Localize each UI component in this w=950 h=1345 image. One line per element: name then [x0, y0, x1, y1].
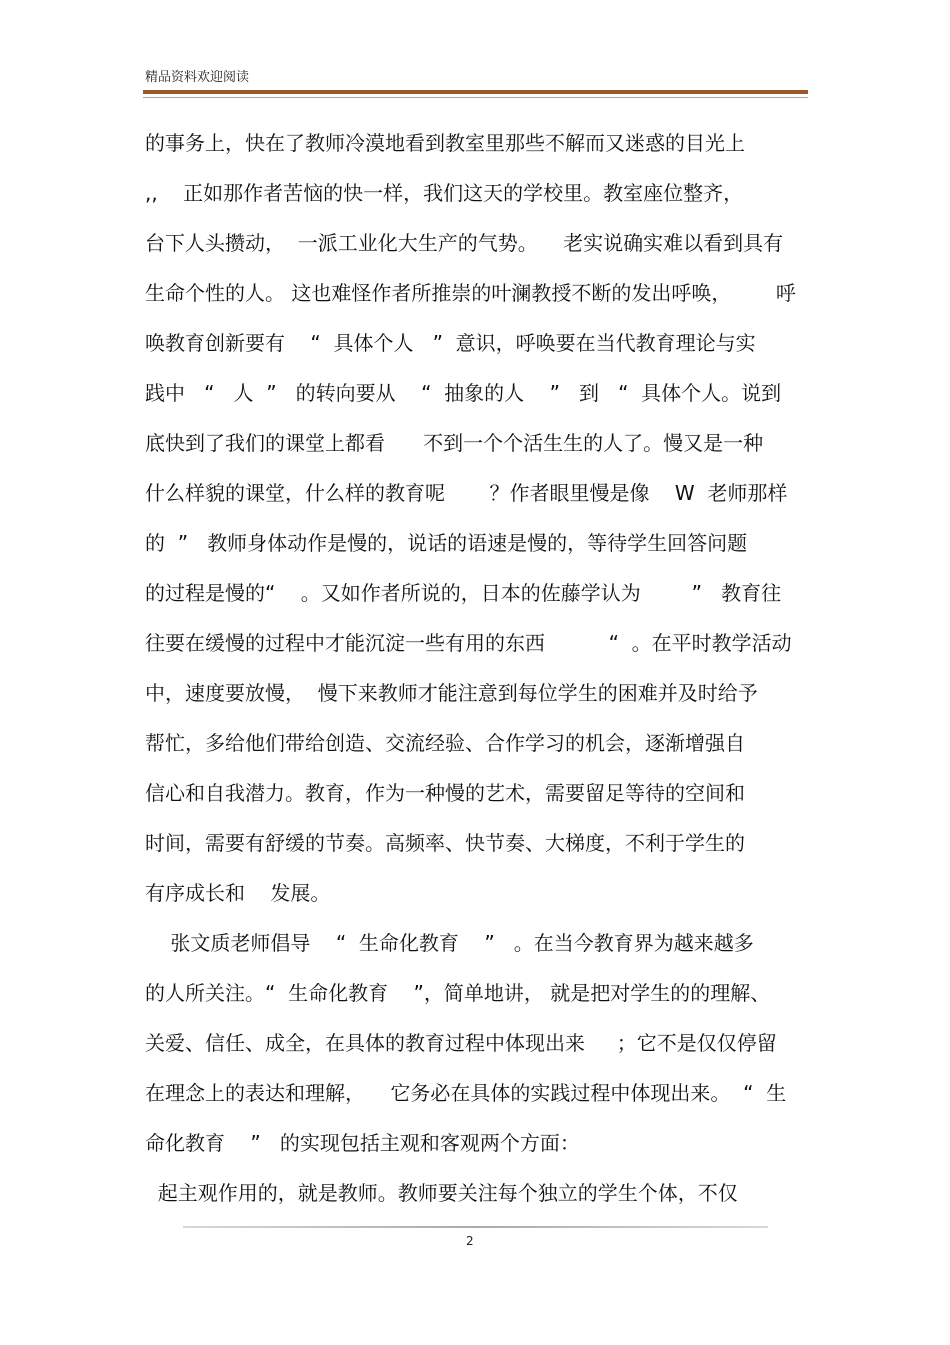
text-line: 信心和自我潜力。教育，作为一种慢的艺术，需要留足等待的空间和: [145, 781, 745, 805]
text-line: ,, 正如那作者苦恼的快一样，我们这天的学校里。教室座位整齐，: [145, 181, 744, 205]
text-line: 台下人头攒动， 一派工业化大生产的气势。 老实说确实难以看到具有: [145, 231, 784, 255]
text-line: 中，速度要放慢， 慢下来教师才能注意到每位学生的困难并及时给予: [145, 681, 758, 705]
text-line: 时间，需要有舒缓的节奏。高频率、快节奏、大梯度，不利于学生的: [145, 831, 745, 855]
header-title: 精品资料欢迎阅读: [145, 70, 250, 85]
footer-rule: [183, 1226, 768, 1228]
text-line: 起主观作用的，就是教师。教师要关注每个独立的学生个体，不仅: [145, 1181, 738, 1205]
text-line: 的过程是慢的“ 。又如作者所说的，日本的佐藤学认为 ” 教育往: [145, 581, 782, 605]
page-number: 2: [466, 1234, 474, 1248]
text-line: 底快到了我们的课堂上都看 不到一个个活生生的人了。慢又是一种: [145, 431, 764, 455]
header-rule-thick: [143, 90, 808, 94]
text-line: 生命个性的人。 这也难怪作者所推崇的叶澜教授不断的发出呼唤， 呼: [145, 281, 796, 305]
text-line: 帮忙，多给他们带给创造、交流经验、合作学习的机会，逐渐增强自: [145, 731, 745, 755]
text-line: 张文质老师倡导 “ 生命化教育 ” 。在当今教育界为越来越多: [145, 931, 754, 955]
text-line: 的人所关注。“ 生命化教育 ”，简单地讲， 就是把对学生的的理解、: [145, 981, 771, 1005]
text-line: 命化教育 ” 的实现包括主观和客观两个方面：: [145, 1131, 580, 1155]
text-line: 关爱、信任、成全，在具体的教育过程中体现出来 ；它不是仅仅停留: [145, 1031, 777, 1055]
header-rule-thin: [143, 97, 808, 98]
text-line: 有序成长和 发展。: [145, 881, 331, 905]
text-line: 唤教育创新要有 “ 具体个人 ” 意识，呼唤要在当代教育理论与实: [145, 331, 756, 355]
text-line: 的事务上，快在了教师冷漠地看到教室里那些不解而又迷惑的目光上: [145, 131, 745, 155]
text-line: 的 ” 教师身体动作是慢的，说话的语速是慢的，等待学生回答问题: [145, 531, 748, 555]
text-line: 在理念上的表达和理解， 它务必在具体的实践过程中体现出来。 “ 生: [145, 1081, 787, 1105]
text-line: 践中 “ 人 ” 的转向要从 “ 抽象的人 ” 到 “ 具体个人。说到: [145, 381, 782, 405]
text-line: 什么样貌的课堂，什么样的教育呢 ？作者眼里慢是像 W 老师那样: [145, 481, 788, 505]
text-line: 往要在缓慢的过程中才能沉淀一些有用的东西 “ 。在平时教学活动: [145, 631, 792, 655]
